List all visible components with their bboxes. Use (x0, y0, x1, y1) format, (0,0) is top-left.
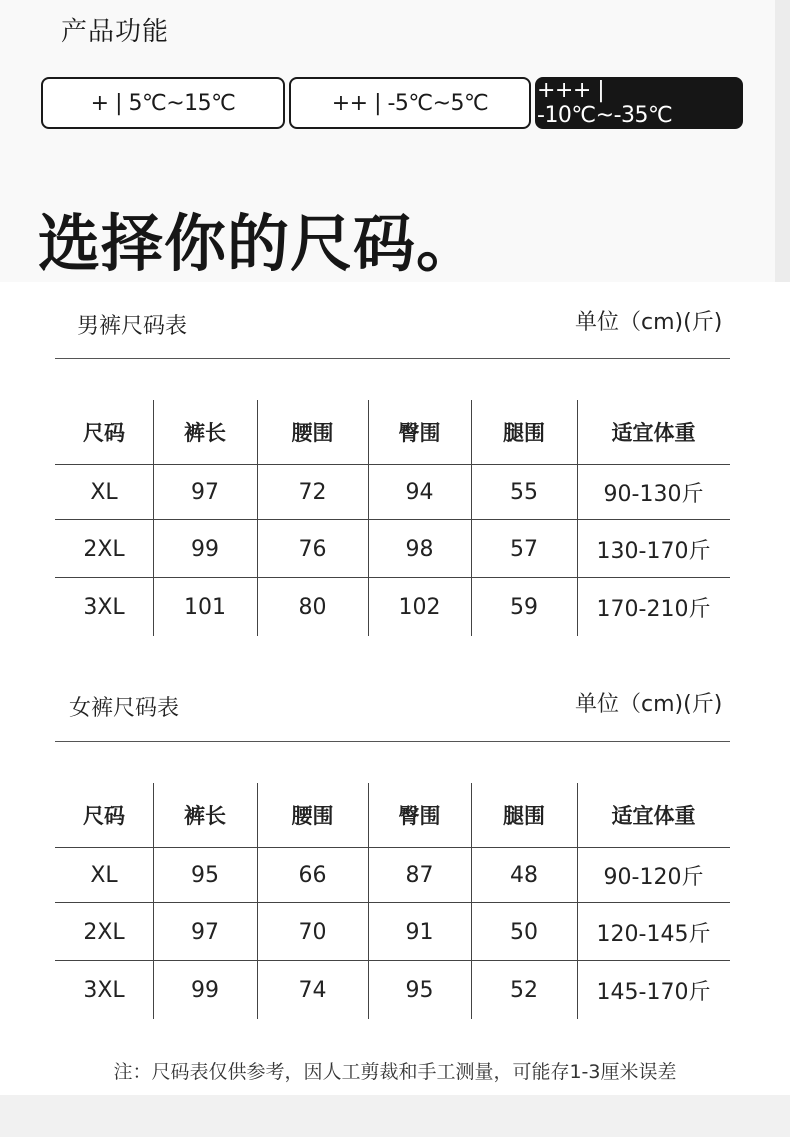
women-table-title: 女裤尺码表 (69, 696, 180, 721)
cell-hip: 94 (405, 479, 434, 505)
header-thigh: 腿围 (503, 421, 545, 445)
men-table-title: 男裤尺码表 (77, 314, 188, 339)
table-header-row (55, 400, 730, 464)
cell-size: XL (90, 479, 118, 505)
header-hip: 臀围 (398, 804, 441, 828)
cell-length: 97 (191, 479, 219, 505)
header-waist: 腰围 (291, 421, 334, 445)
header-length: 裤长 (184, 421, 226, 445)
cell-length: 99 (191, 977, 219, 1003)
cell-thigh: 50 (510, 919, 538, 945)
cell-weight: 170-210斤 (596, 596, 711, 622)
cell-thigh: 48 (510, 862, 538, 888)
column-divider (257, 400, 258, 636)
table-header-row (55, 783, 730, 847)
cell-length: 101 (184, 594, 226, 620)
header-weight: 适宜体重 (611, 804, 696, 828)
cell-size: 2XL (83, 536, 125, 562)
women-size-table (55, 783, 730, 1019)
banner-edge (775, 0, 790, 282)
cell-weight: 145-170斤 (596, 979, 711, 1005)
row-divider (55, 464, 730, 465)
cell-weight: 90-120斤 (603, 864, 704, 890)
cell-weight: 120-145斤 (596, 921, 711, 947)
women-title-divider (55, 741, 730, 742)
size-chart-disclaimer: 注：尺码表仅供参考，因人工剪裁和手工测量，可能存1-3厘米误差 (113, 1061, 677, 1083)
cell-hip: 91 (405, 919, 434, 945)
cell-size: 2XL (83, 919, 125, 945)
cell-length: 99 (191, 536, 219, 562)
cell-waist: 72 (298, 479, 327, 505)
table-row (55, 464, 730, 520)
cell-hip: 102 (398, 594, 441, 620)
men-size-table (55, 400, 730, 636)
table-row (55, 520, 730, 578)
warmth-level-1: + | 5℃~15℃ (41, 77, 285, 129)
table-row (55, 903, 730, 961)
cell-waist: 66 (298, 862, 327, 888)
column-divider (471, 783, 472, 1019)
cell-hip: 87 (405, 862, 434, 888)
cell-waist: 80 (298, 594, 327, 620)
column-divider (257, 783, 258, 1019)
column-divider (368, 400, 369, 636)
header-waist: 腰围 (291, 804, 334, 828)
page-headline: 选择你的尺码。 (38, 207, 480, 280)
row-divider (55, 960, 730, 961)
column-divider (153, 400, 154, 636)
warmth-level-2: ++ | -5℃~5℃ (289, 77, 531, 129)
cell-length: 97 (191, 919, 219, 945)
cell-size: XL (90, 862, 118, 888)
table-row (55, 961, 730, 1019)
warmth-level-3-selected: +++ | -10℃~-35℃ (535, 77, 743, 129)
cell-thigh: 55 (510, 479, 538, 505)
men-title-divider (55, 358, 730, 359)
women-table-unit: 单位（cm)(斤) (575, 692, 723, 717)
cell-waist: 70 (298, 919, 327, 945)
cell-thigh: 57 (510, 536, 538, 562)
header-length: 裤长 (184, 804, 226, 828)
column-divider (471, 400, 472, 636)
header-size: 尺码 (83, 804, 125, 828)
header-weight: 适宜体重 (611, 421, 696, 445)
cell-waist: 76 (298, 536, 327, 562)
cell-hip: 98 (405, 536, 434, 562)
cell-size: 3XL (83, 977, 125, 1003)
cell-waist: 74 (298, 977, 327, 1003)
column-divider (577, 400, 578, 636)
table-row (55, 578, 730, 636)
cell-size: 3XL (83, 594, 125, 620)
row-divider (55, 519, 730, 520)
header-thigh: 腿围 (503, 804, 545, 828)
cell-hip: 95 (405, 977, 434, 1003)
column-divider (153, 783, 154, 1019)
men-table-unit: 单位（cm)(斤) (575, 310, 723, 335)
row-divider (55, 902, 730, 903)
cell-thigh: 59 (510, 594, 538, 620)
cell-length: 95 (191, 862, 219, 888)
cell-weight: 90-130斤 (603, 481, 704, 507)
column-divider (577, 783, 578, 1019)
table-row (55, 847, 730, 903)
page-footer-band (0, 1095, 790, 1137)
row-divider (55, 847, 730, 848)
header-hip: 臀围 (398, 421, 441, 445)
column-divider (368, 783, 369, 1019)
cell-weight: 130-170斤 (596, 538, 711, 564)
cell-thigh: 52 (510, 977, 538, 1003)
row-divider (55, 577, 730, 578)
header-size: 尺码 (83, 421, 125, 445)
feature-section-label: 产品功能 (61, 17, 170, 47)
